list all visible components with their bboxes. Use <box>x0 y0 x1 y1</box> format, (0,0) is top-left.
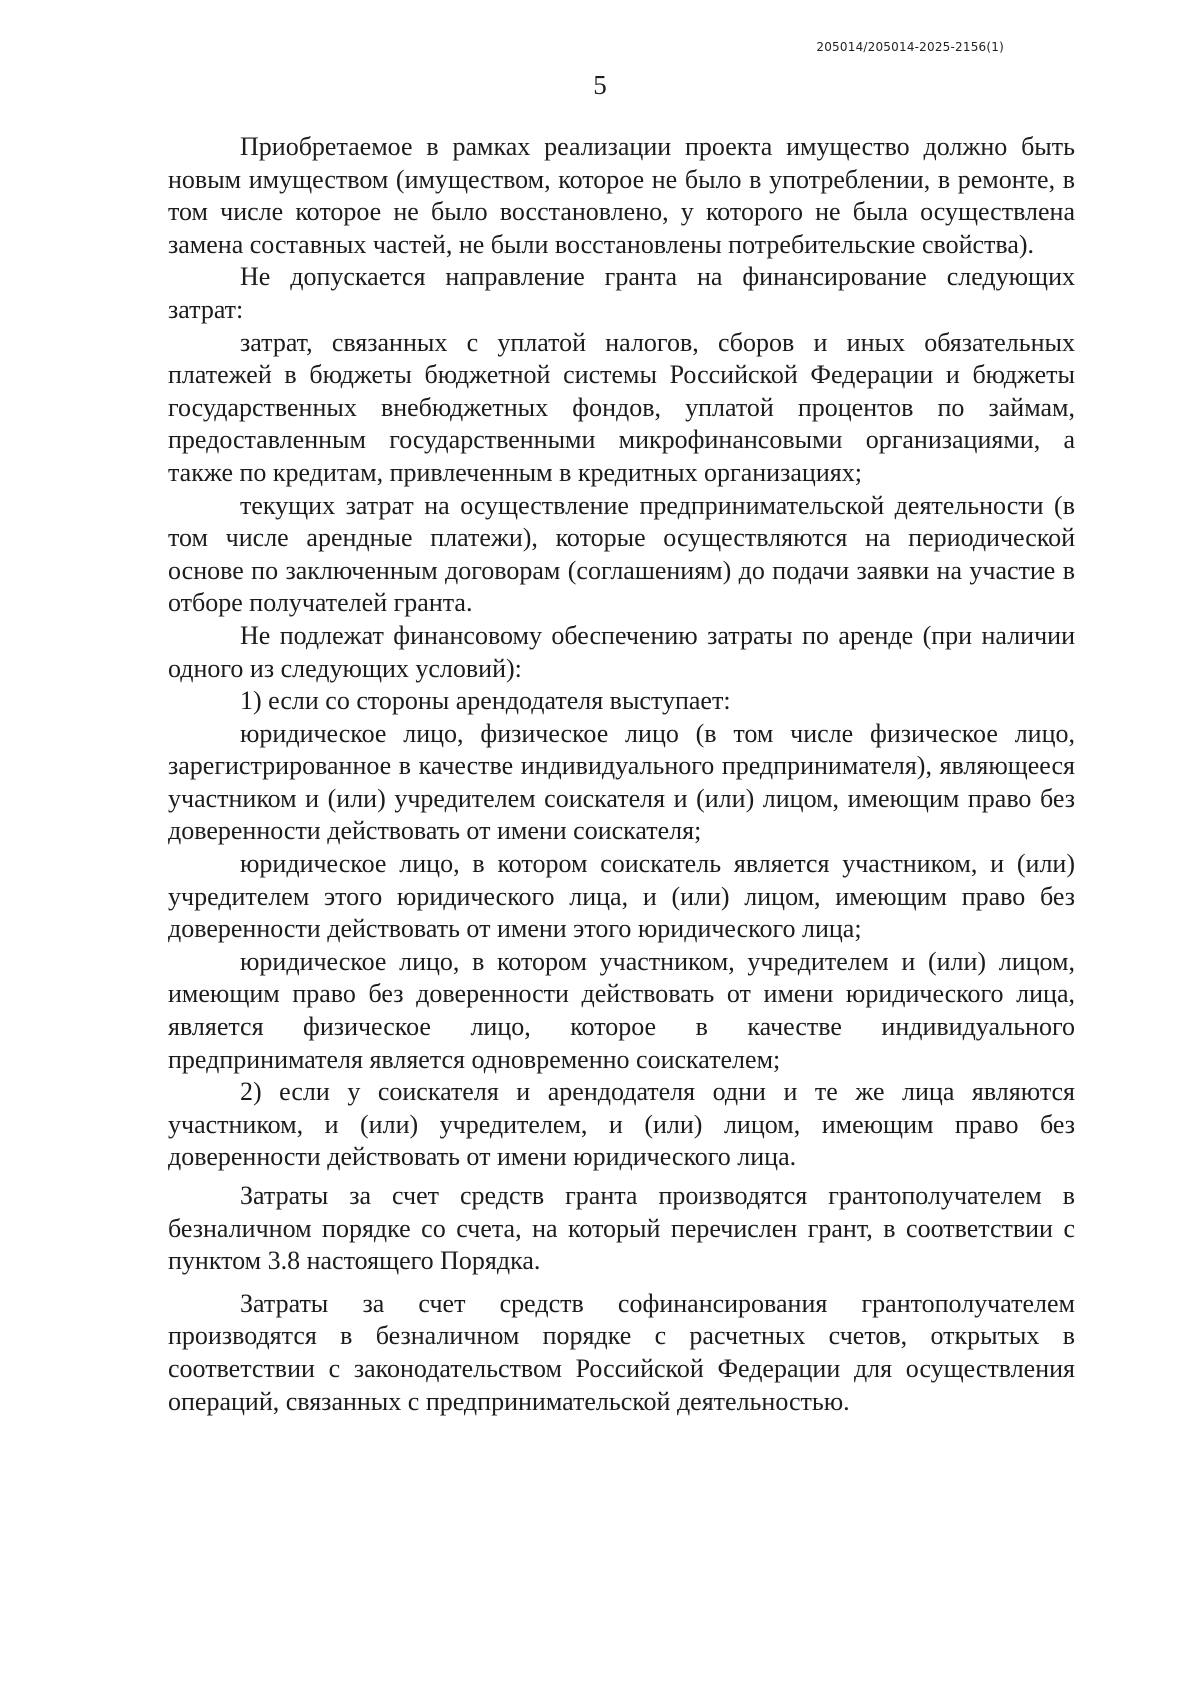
paragraph-condition-2: 2) если у соискателя и арендодателя одни и те же лица являются участником, и (или) учредителем, и (или) лицом, имеющим право без доверенности действовать от имени юридического лица. <box>168 1077 1075 1172</box>
paragraph-grant-payments: Затраты за счет средств гранта производятся грантополучателем в безналичном порядке со счета, на который перечислен грант, в соответствии с пунктом 3.8 настоящего Порядка. <box>168 1181 1075 1276</box>
document-id: 205014/205014-2025-2156(1) <box>816 40 1004 54</box>
paragraph-condition-1: 1) если со стороны арендодателя выступает: <box>240 686 731 716</box>
paragraph-current-costs: текущих затрат на осуществление предпринимательской деятельности (в том числе арендные платежи), которые осуществляются на периодической основе по заключенным договорам (соглашениям) до подачи заявки на участие в отборе получателей гранта. <box>168 490 1075 618</box>
paragraph-cofinancing-payments: Затраты за счет средств софинансирования грантополучателем производятся в безналичном порядке с расчетных счетов, открытых в соответствии с законодательством Российской Федерации для осуществления операций, связанных с предпринимательской деятельностью. <box>168 1288 1075 1416</box>
paragraph-taxes-costs: затрат, связанных с уплатой налогов, сборов и иных обязательных платежей в бюджеты бюджетной системы Российской Федерации и бюджеты государственных внебюджетных фондов, уплатой процентов по займам, предоставленным государственными микрофинансовыми организациями, а также по кредитам, привлеченным в кредитных организациях; <box>168 327 1075 487</box>
paragraph-landlord-case-a: юридическое лицо, физическое лицо (в том числе физическое лицо, зарегистрированное в качестве индивидуального предпринимателя), являющееся участником и (или) учредителем соискателя и (или) лицом, имеющим право без доверенности действовать от имени соискателя; <box>168 718 1075 846</box>
document-body <box>168 131 1075 1418</box>
paragraph-landlord-case-b: юридическое лицо, в котором соискатель является участником, и (или) учредителем этого юридического лица, и (или) лицом, имеющим право без доверенности действовать от имени этого юридического лица; <box>168 849 1075 944</box>
paragraph-landlord-case-c: юридическое лицо, в котором участником, учредителем и (или) лицом, имеющим право без доверенности действовать от имени юридического лица, является физическое лицо, которое в качестве индивидуального предпринимателя является одновременно соискателем; <box>168 946 1075 1074</box>
paragraph-rent-costs-intro: Не подлежат финансовому обеспечению затраты по аренде (при наличии одного из следующих условий): <box>168 620 1075 683</box>
page-number: 5 <box>593 70 607 100</box>
paragraph-property-requirements: Приобретаемое в рамках реализации проекта имущество должно быть новым имуществом (имуществом, которое не было в употреблении, в ремонте, в том числе которое не было восстановлено, у которого не была осуществлена замена составных частей, не были восстановлены потребительские свойства). <box>168 132 1075 259</box>
paragraph-prohibited-costs-intro: Не допускается направление гранта на финансирование следующих затрат: <box>168 262 1075 324</box>
